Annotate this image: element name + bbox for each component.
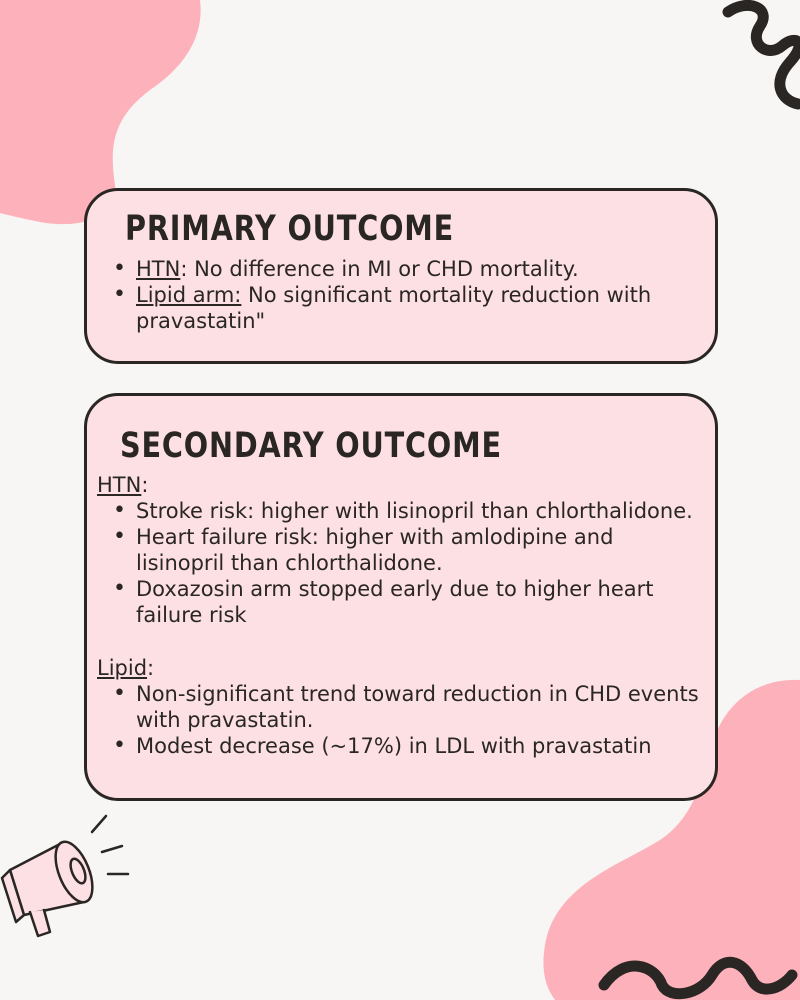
item-text: No significant mortality reduction with pravastatin"	[136, 283, 652, 333]
list-item: • Non-significant trend toward reduction in CHD events with pravastatin.	[97, 681, 707, 733]
item-separator: :	[180, 257, 188, 281]
squiggle-icon	[728, 5, 799, 104]
megaphone-icon	[2, 816, 128, 936]
item-label: HTN	[136, 257, 181, 281]
list-item: • Stroke risk: higher with lisinopril than chlorthalidone.	[97, 498, 707, 524]
section-label	[97, 655, 707, 681]
section-label-text: Lipid	[97, 656, 148, 680]
section-separator: :	[141, 473, 149, 497]
list-item	[87, 256, 687, 282]
section-separator: :	[147, 656, 155, 680]
secondary-outcome-card	[84, 393, 718, 801]
list-item: • Modest decrease (~17%) in LDL with pravastatin	[97, 733, 707, 759]
secondary-outcome-heading: SECONDARY OUTCOME	[120, 426, 502, 466]
lipid-list	[97, 681, 707, 759]
section-label	[97, 472, 707, 498]
section-label-text: HTN	[97, 473, 142, 497]
list-item: • Heart failure risk: higher with amlodipine and lisinopril than chlorthalidone.	[97, 524, 707, 576]
htn-section	[97, 472, 707, 628]
primary-outcome-heading: PRIMARY OUTCOME	[125, 209, 455, 249]
list-item: • Doxazosin arm stopped early due to higher heart failure risk	[97, 576, 707, 628]
htn-list	[97, 498, 707, 628]
item-label: Lipid arm:	[136, 283, 242, 307]
list-item	[87, 282, 687, 334]
primary-outcome-list	[87, 256, 687, 334]
primary-outcome-card	[84, 188, 718, 364]
item-text: No difference in MI or CHD mortality.	[187, 257, 579, 281]
lipid-section	[97, 655, 707, 759]
